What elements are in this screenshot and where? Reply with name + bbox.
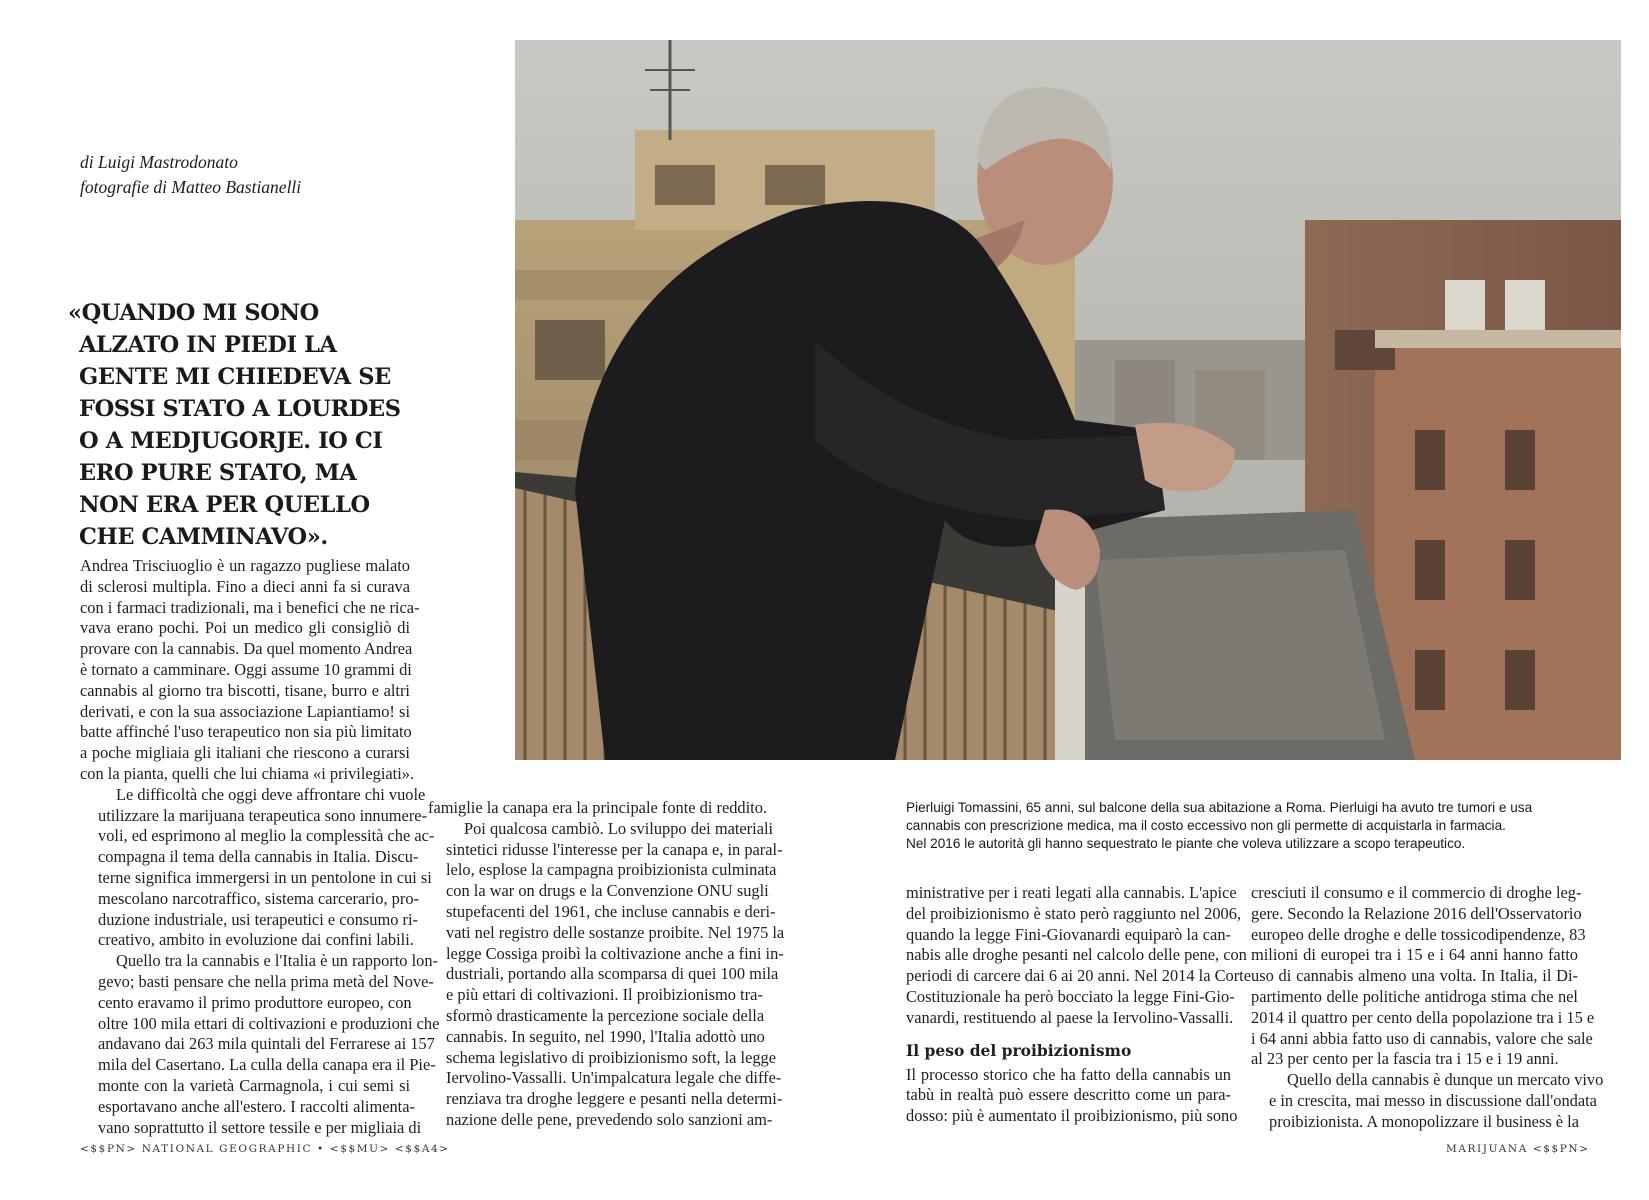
text-line: vava erano pochi. Poi un medico gli consigliò di	[80, 618, 410, 638]
text-line: monte con la varietà Carmagnola, i cui semi si	[98, 1075, 410, 1095]
text-line: nazione delle pene, prevedendo solo sanzioni am-	[446, 1109, 773, 1129]
text-line: tabù in realtà può essere descritto come un para-	[906, 1085, 1231, 1105]
text-line: Le difficoltà che oggi deve affrontare chi vuole	[116, 784, 426, 804]
text-line: Andrea Trisciuoglio è un ragazzo pugliese malato	[80, 556, 410, 575]
pull-quote-line: O A MEDJUGORJE. IO CI	[79, 428, 383, 454]
text-line: terne significa immergersi in un pentolone in cui si	[98, 867, 432, 887]
text-line: renziava tra droghe leggere e pesanti nella determi-	[446, 1089, 783, 1109]
text-line: al 23 per cento per la fascia tra i 15 e i 19 anni.	[1251, 1049, 1559, 1069]
text-line: lelo, esplose la campagna proibizionista culminata	[446, 860, 777, 880]
text-line: mila del Casertano. La culla della canapa era il Pie-	[98, 1055, 436, 1075]
text-line: Iervolino-Vassalli. Un'impalcatura legale che diffe-	[446, 1068, 782, 1088]
text-line: e più ettari di coltivazioni. Il proibizionismo tra-	[446, 985, 763, 1005]
paragraph	[428, 818, 785, 1131]
text-line: mescolano narcotraffico, sistema carcerario, pro-	[98, 888, 419, 908]
text-line: compagna il tema della cannabis in Italia. Discu-	[98, 847, 419, 867]
text-line: milioni di europei tra i 15 e i 64 anni hanno fatto	[1251, 945, 1578, 965]
pull-quote-line: NON ERA PER QUELLO	[79, 492, 370, 518]
text-line: i 64 anni abbia fatto uso di cannabis, valore che sale	[1251, 1028, 1593, 1048]
text-line: Quello della cannabis è dunque un mercato vivo	[1287, 1070, 1604, 1090]
footer-left-folio: <$$PN> NATIONAL GEOGRAPHIC • <$$MU> <$$A4>	[80, 1143, 450, 1155]
text-line: del proibizionismo è stato però raggiunto nel 2006,	[906, 903, 1242, 923]
text-line: a poche migliaia gli italiani che riescono a curarsi	[80, 743, 410, 763]
pull-quote-line: FOSSI STATO A LOURDES	[79, 396, 401, 422]
text-line: uso di cannabis almeno una volta. In Italia, il Di-	[1251, 966, 1578, 986]
text-line: con la war on drugs e la Convenzione ONU sugli	[446, 881, 769, 901]
text-line: ministrative per i reati legati alla cannabis. L'apice	[906, 883, 1237, 902]
text-line: e in crescita, mai messo in discussione dall'ondata	[1269, 1090, 1597, 1110]
text-line: Il processo storico che ha fatto della cannabis un	[906, 1064, 1231, 1084]
text-line: gere. Secondo la Relazione 2016 dell'Osservatorio	[1251, 903, 1582, 923]
text-line: sintetici ridusse l'interesse per la canapa e, in paral-	[446, 839, 783, 859]
text-line: dosso: più è aumentato il proibizionismo, più sono	[906, 1106, 1238, 1126]
paragraph	[80, 951, 440, 1138]
text-line: esportavano anche all'estero. I raccolti alimenta-	[98, 1096, 415, 1116]
text-line: voli, ed esprimono al meglio la complessità che ac-	[98, 826, 435, 846]
text-line: schema legislativo di proibizionismo soft, la legge	[446, 1047, 777, 1067]
footer-right-folio: MARIJUANA <$$PN>	[1446, 1143, 1590, 1155]
text-line: duzione industriale, usi terapeutici e consumo ri-	[98, 909, 418, 929]
text-line: Poi qualcosa cambiò. Lo sviluppo dei materiali	[464, 818, 774, 838]
pull-quote-line: GENTE MI CHIEDEVA SE	[79, 364, 391, 390]
paragraph	[80, 556, 420, 785]
text-line: andavano dai 263 mila quintali del Ferrarese ai 157	[98, 1034, 435, 1054]
text-line: Quello tra la cannabis e l'Italia è un rapporto lon-	[116, 951, 438, 971]
text-line: vati nel registro delle sostanze proibite. Nel 1975 la	[446, 922, 785, 942]
text-line: sformò drasticamente la percezione sociale della	[446, 1005, 765, 1025]
text-line: vanardi, restituendo al paese la Iervolino-Vassalli.	[906, 1007, 1234, 1027]
text-line: Costituzionale ha però bocciato la legge Fini-Gio-	[906, 986, 1235, 1006]
photo-caption	[906, 799, 1556, 853]
pull-quote-line: CHE CAMMINAVO».	[79, 524, 328, 550]
feature-photo	[515, 40, 1621, 760]
text-line: legge Cossiga proibì la coltivazione anche a fini in-	[446, 943, 784, 963]
text-line: europeo delle droghe e delle tossicodipendenze, 83	[1251, 924, 1586, 944]
text-line: vano soprattutto il settore tessile e per migliaia di	[98, 1117, 422, 1137]
pull-quote-line: «QUANDO MI SONO	[68, 300, 319, 326]
text-line: con la pianta, quelli che lui chiama «i privilegiati».	[80, 763, 415, 783]
photo-illustration	[515, 40, 1621, 760]
text-line: con i farmaci tradizionali, ma i benefici che ne rica-	[80, 597, 420, 617]
text-line: dustriali, portando alla scomparsa di quei 100 mila	[446, 964, 779, 984]
body-column-3	[906, 883, 1251, 1127]
byline	[80, 150, 410, 200]
text-line: cresciuti il consumo e il commercio di droghe leg-	[1251, 883, 1582, 902]
caption-line: Nel 2016 le autorità gli hanno sequestrato le piante che voleva utilizzare a scopo terapeutico.	[906, 836, 1466, 851]
byline-photographer: fotografie di Matteo Bastianelli	[80, 177, 302, 197]
byline-author: di Luigi Mastrodonato	[80, 152, 238, 172]
text-line: nabis alle droghe pesanti nel calcolo delle pene, con	[906, 945, 1247, 965]
paragraph	[906, 1064, 1238, 1127]
text-line: 2014 il quattro per cento della popolazione tra i 15 e	[1251, 1007, 1595, 1027]
text-line: provare con la cannabis. Da quel momento Andrea	[80, 639, 413, 659]
paragraph	[1251, 1070, 1604, 1132]
text-line: famiglie la canapa era la principale fonte di reddito.	[428, 798, 768, 817]
text-line: partimento delle politiche antidroga stima che nel	[1251, 986, 1578, 1006]
text-line: periodi di carcere dai 6 ai 20 anni. Nel 2014 la Corte	[906, 966, 1251, 986]
pull-quote-line: ALZATO IN PIEDI LA	[79, 332, 337, 358]
body-column-2	[428, 798, 785, 1131]
text-line: di sclerosi multipla. Fino a dieci anni fa si curava	[80, 576, 410, 596]
section-subheading: Il peso del proibizionismo	[906, 1040, 1132, 1060]
paragraph	[906, 883, 1251, 1029]
text-line: utilizzare la marijuana terapeutica sono innumere-	[98, 805, 428, 825]
paragraph	[80, 784, 435, 951]
text-line: gevo; basti pensare che nella prima metà del Nove-	[98, 971, 434, 991]
caption-line: cannabis con prescrizione medica, ma il costo eccessivo non gli permette di acquistarla in farmacia.	[906, 818, 1506, 833]
text-line: batte affinché l'uso terapeutico non sia più limitato	[80, 722, 412, 742]
text-line: oltre 100 mila ettari di coltivazioni e produzioni che	[98, 1013, 440, 1033]
body-column-4	[1251, 883, 1604, 1133]
text-line: cento eravamo il primo produttore europeo, con	[98, 992, 412, 1012]
text-line: stupefacenti del 1961, che incluse cannabis e deri-	[446, 901, 776, 921]
text-line: creativo, ambito in evoluzione dai confini labili.	[98, 930, 414, 950]
text-line: è tornato a camminare. Oggi assume 10 grammi di	[80, 659, 412, 679]
text-line: proibizionista. A monopolizzare il business è la	[1269, 1111, 1579, 1131]
paragraph	[428, 798, 768, 819]
text-line: cannabis al giorno tra biscotti, tisane, burro e altri	[80, 680, 410, 700]
body-column-1	[80, 556, 440, 1138]
text-line: derivati, e con la sua associazione Lapiantiamo! si	[80, 701, 410, 721]
pull-quote-line: ERO PURE STATO, MA	[79, 460, 357, 486]
caption-line: Pierluigi Tomassini, 65 anni, sul balcone della sua abitazione a Roma. Pierluigi ha avuto tre tumori e usa	[906, 800, 1533, 815]
text-line: quando la legge Fini-Giovanardi equiparò la can-	[906, 924, 1231, 944]
paragraph	[1251, 883, 1595, 1070]
pull-quote	[68, 297, 418, 553]
text-line: cannabis. In seguito, nel 1990, l'Italia adottò uno	[446, 1026, 765, 1046]
